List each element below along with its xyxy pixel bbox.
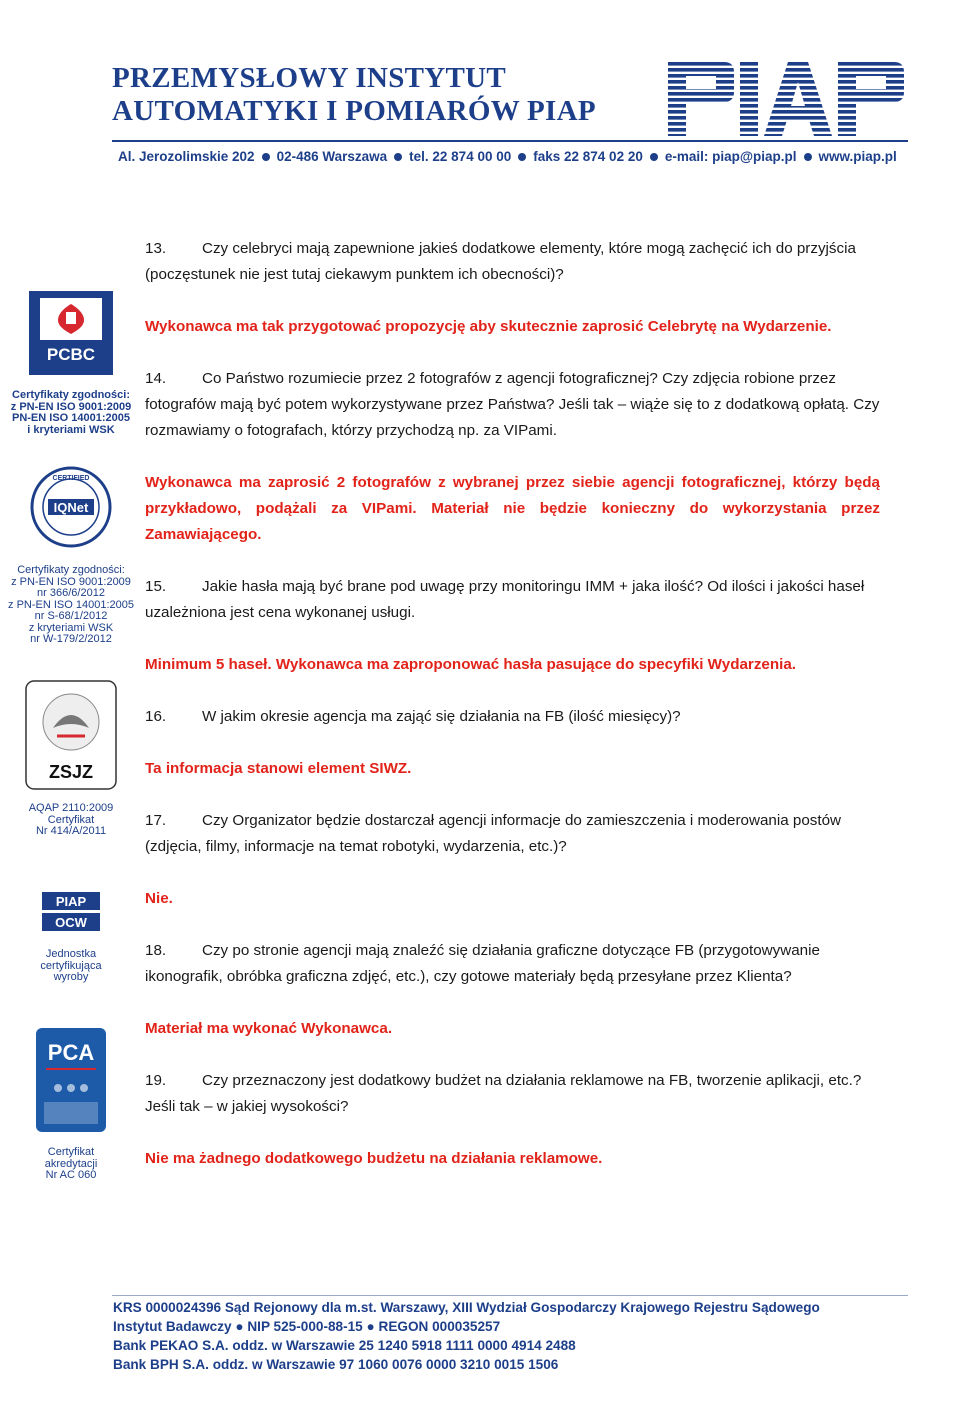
question-19 [145, 1068, 880, 1120]
bullet-icon [650, 153, 658, 161]
pcbc-logo-icon [28, 290, 114, 376]
institute-name-line1: PRZEMYSŁOWY INSTYTUT [112, 62, 507, 94]
iqnet-caption-4: z PN-EN ISO 14001:2005 [8, 598, 134, 611]
iqnet-caption-2: z PN-EN ISO 9001:2009 [11, 575, 131, 588]
iqnet-logo-icon [30, 466, 112, 548]
question-number: 14. [145, 370, 167, 387]
footer-bank-bph: Bank BPH S.A. oddz. w Warszawie 97 1060 0076 0000 3210 0015 1506 [113, 1357, 559, 1372]
svg-text:PCA: PCA [47, 1040, 95, 1065]
question-13 [145, 236, 880, 288]
question-text: Czy celebryci mają zapewnione jakieś dodatkowe elementy, które mogą zachęcić ich do przyjścia (poczęstunek nie jest tutaj ciekawym punktem ich obecności)? [145, 240, 856, 283]
question-18 [145, 938, 880, 990]
footer-divider [112, 1295, 908, 1296]
svg-text:PCBC: PCBC [46, 345, 96, 364]
question-number: 16. [145, 708, 167, 725]
ocw-caption-2: certyfikująca [40, 959, 102, 972]
ocw-caption-3: wyroby [53, 971, 89, 983]
answer-15: Minimum 5 haseł. Wykonawca ma zaproponować hasła pasujące do specyfiki Wydarzenia. [145, 656, 797, 673]
contact-line [118, 149, 897, 164]
svg-text:PIAP: PIAP [55, 894, 87, 909]
header-divider [112, 140, 908, 142]
iqnet-caption-6: z kryteriami WSK [28, 621, 114, 634]
pcbc-caption-4: i kryteriami WSK [27, 423, 115, 436]
iqnet-caption-1: Certyfikaty zgodności: [17, 564, 125, 576]
iqnet-certificate [0, 466, 142, 646]
pca-caption-2: akredytacji [44, 1157, 98, 1170]
svg-text:ZSJZ: ZSJZ [48, 762, 94, 782]
piap-ocw-logo-icon [42, 892, 100, 932]
bullet-icon [262, 153, 270, 161]
question-text: Jakie hasła mają być brane pod uwagę przy monitoringu IMM + jaka ilość? Od ilości i jakości haseł uzależniona jest cena wykonanej usługi. [145, 578, 865, 621]
answer-16: Ta informacja stanowi element SIWZ. [145, 760, 412, 777]
question-text: Czy przeznaczony jest dodatkowy budżet na działania reklamowe na FB, tworzenie aplikacji, etc.? Jeśli tak – w jakiej wysokości? [145, 1072, 862, 1115]
footer-nip-regon: Instytut Badawczy ● NIP 525-000-88-15 ● REGON 000035257 [113, 1319, 501, 1334]
pca-certificate [0, 1028, 142, 1182]
ocw-certificate [0, 892, 142, 984]
answer-18: Materiał ma wykonać Wykonawca. [145, 1020, 393, 1037]
pca-caption-1: Certyfikat [47, 1146, 95, 1158]
piap-logo [668, 62, 908, 136]
iqnet-caption-5: nr S-68/1/2012 [34, 610, 108, 622]
answer-19: Nie ma żadnego dodatkowego budżetu na działania reklamowe. [145, 1150, 603, 1167]
contact-fax: faks 22 874 02 20 [533, 149, 643, 164]
company-registration-footer [113, 1298, 820, 1374]
question-text: W jakim okresie agencja ma zająć się działania na FB (ilość miesięcy)? [202, 708, 681, 725]
footer-bank-pekao: Bank PEKAO S.A. oddz. w Warszawie 25 1240 5918 1111 0000 4914 2488 [113, 1338, 576, 1353]
svg-text:IQNet: IQNet [53, 500, 89, 515]
zsjz-logo-icon [25, 680, 117, 790]
contact-postcode: 02-486 Warszawa [276, 149, 388, 164]
zsjz-caption-2: Certyfikat [47, 813, 95, 826]
question-text: Czy po stronie agencji mają znaleźć się działania graficzne dotyczące FB (przygotowywanie ikonografik, obróbka graficzna zdjęć, etc.), czy gotowe materiały będą przesyłane przez Klienta? [145, 942, 820, 985]
question-15 [145, 574, 880, 626]
ocw-caption-1: Jednostka [45, 948, 97, 960]
bullet-icon [804, 153, 812, 161]
answer-14: Wykonawca ma zaprosić 2 fotografów z wybranej przez siebie agencji fotograficznej, którzy będą przykładowo, podążali za VIPami. Materiał nie będzie konieczny do wykorzystania przez Zamawiającego. [145, 474, 880, 543]
pcbc-caption-1: Certyfikaty zgodności: [12, 389, 130, 401]
iqnet-caption-7: nr W-179/2/2012 [30, 633, 112, 645]
zsjz-caption-3: Nr 414/A/2011 [35, 825, 107, 837]
pca-caption-3: Nr AC 060 [45, 1169, 97, 1181]
svg-text:OCW: OCW [55, 915, 87, 930]
pcbc-caption-2: z PN-EN ISO 9001:2009 [10, 400, 132, 413]
answer-13: Wykonawca ma tak przygotować propozycję aby skutecznie zaprosić Celebrytę na Wydarzenie. [145, 318, 832, 335]
bullet-icon [394, 153, 402, 161]
question-text: Co Państwo rozumiecie przez 2 fotografów z agencji fotograficznej? Czy zdjęcia robione przez fotografów mają być potem wykorzystywane przez Państwa? Jeśli tak – wiąże się to z dodatkową opłatą. Czy rozmawiamy o fotografach, którzy przychodzą np. za VIPami. [145, 370, 880, 439]
question-number: 19. [145, 1072, 167, 1089]
pcbc-certificate [0, 290, 142, 436]
answer-17: Nie. [145, 890, 173, 907]
question-number: 15. [145, 578, 167, 595]
zsjz-certificate [0, 680, 142, 838]
question-17 [145, 808, 880, 860]
contact-email[interactable]: e-mail: piap@piap.pl [664, 149, 797, 164]
question-14 [145, 366, 880, 444]
question-number: 17. [145, 812, 167, 829]
bullet-icon [518, 153, 526, 161]
institute-name-line2: AUTOMATYKI I POMIARÓW PIAP [112, 95, 596, 127]
question-number: 13. [145, 240, 167, 257]
contact-website[interactable]: www.piap.pl [818, 149, 897, 164]
pca-logo-icon [36, 1028, 106, 1132]
footer-krs: KRS 0000024396 Sąd Rejonowy dla m.st. Warszawy, XIII Wydział Gospodarczy Krajowego Rejestru Sądowego [113, 1300, 820, 1315]
iqnet-caption-3: nr 366/6/2012 [37, 587, 105, 599]
institute-name [112, 62, 596, 128]
qa-document-body [145, 236, 880, 1172]
svg-text:CERTIFIED: CERTIFIED [52, 475, 90, 482]
contact-address: Al. Jerozolimskie 202 [118, 149, 255, 164]
question-16 [145, 704, 880, 730]
question-text: Czy Organizator będzie dostarczał agencji informacje do zamieszczenia i moderowania postów (zdjęcia, filmy, informacje na temat robotyki, wydarzenia, etc.)? [145, 812, 842, 855]
question-number: 18. [145, 942, 167, 959]
zsjz-caption-1: AQAP 2110:2009 [28, 802, 114, 814]
pcbc-caption-3: PN-EN ISO 14001:2005 [11, 412, 130, 424]
contact-phone: tel. 22 874 00 00 [409, 149, 512, 164]
